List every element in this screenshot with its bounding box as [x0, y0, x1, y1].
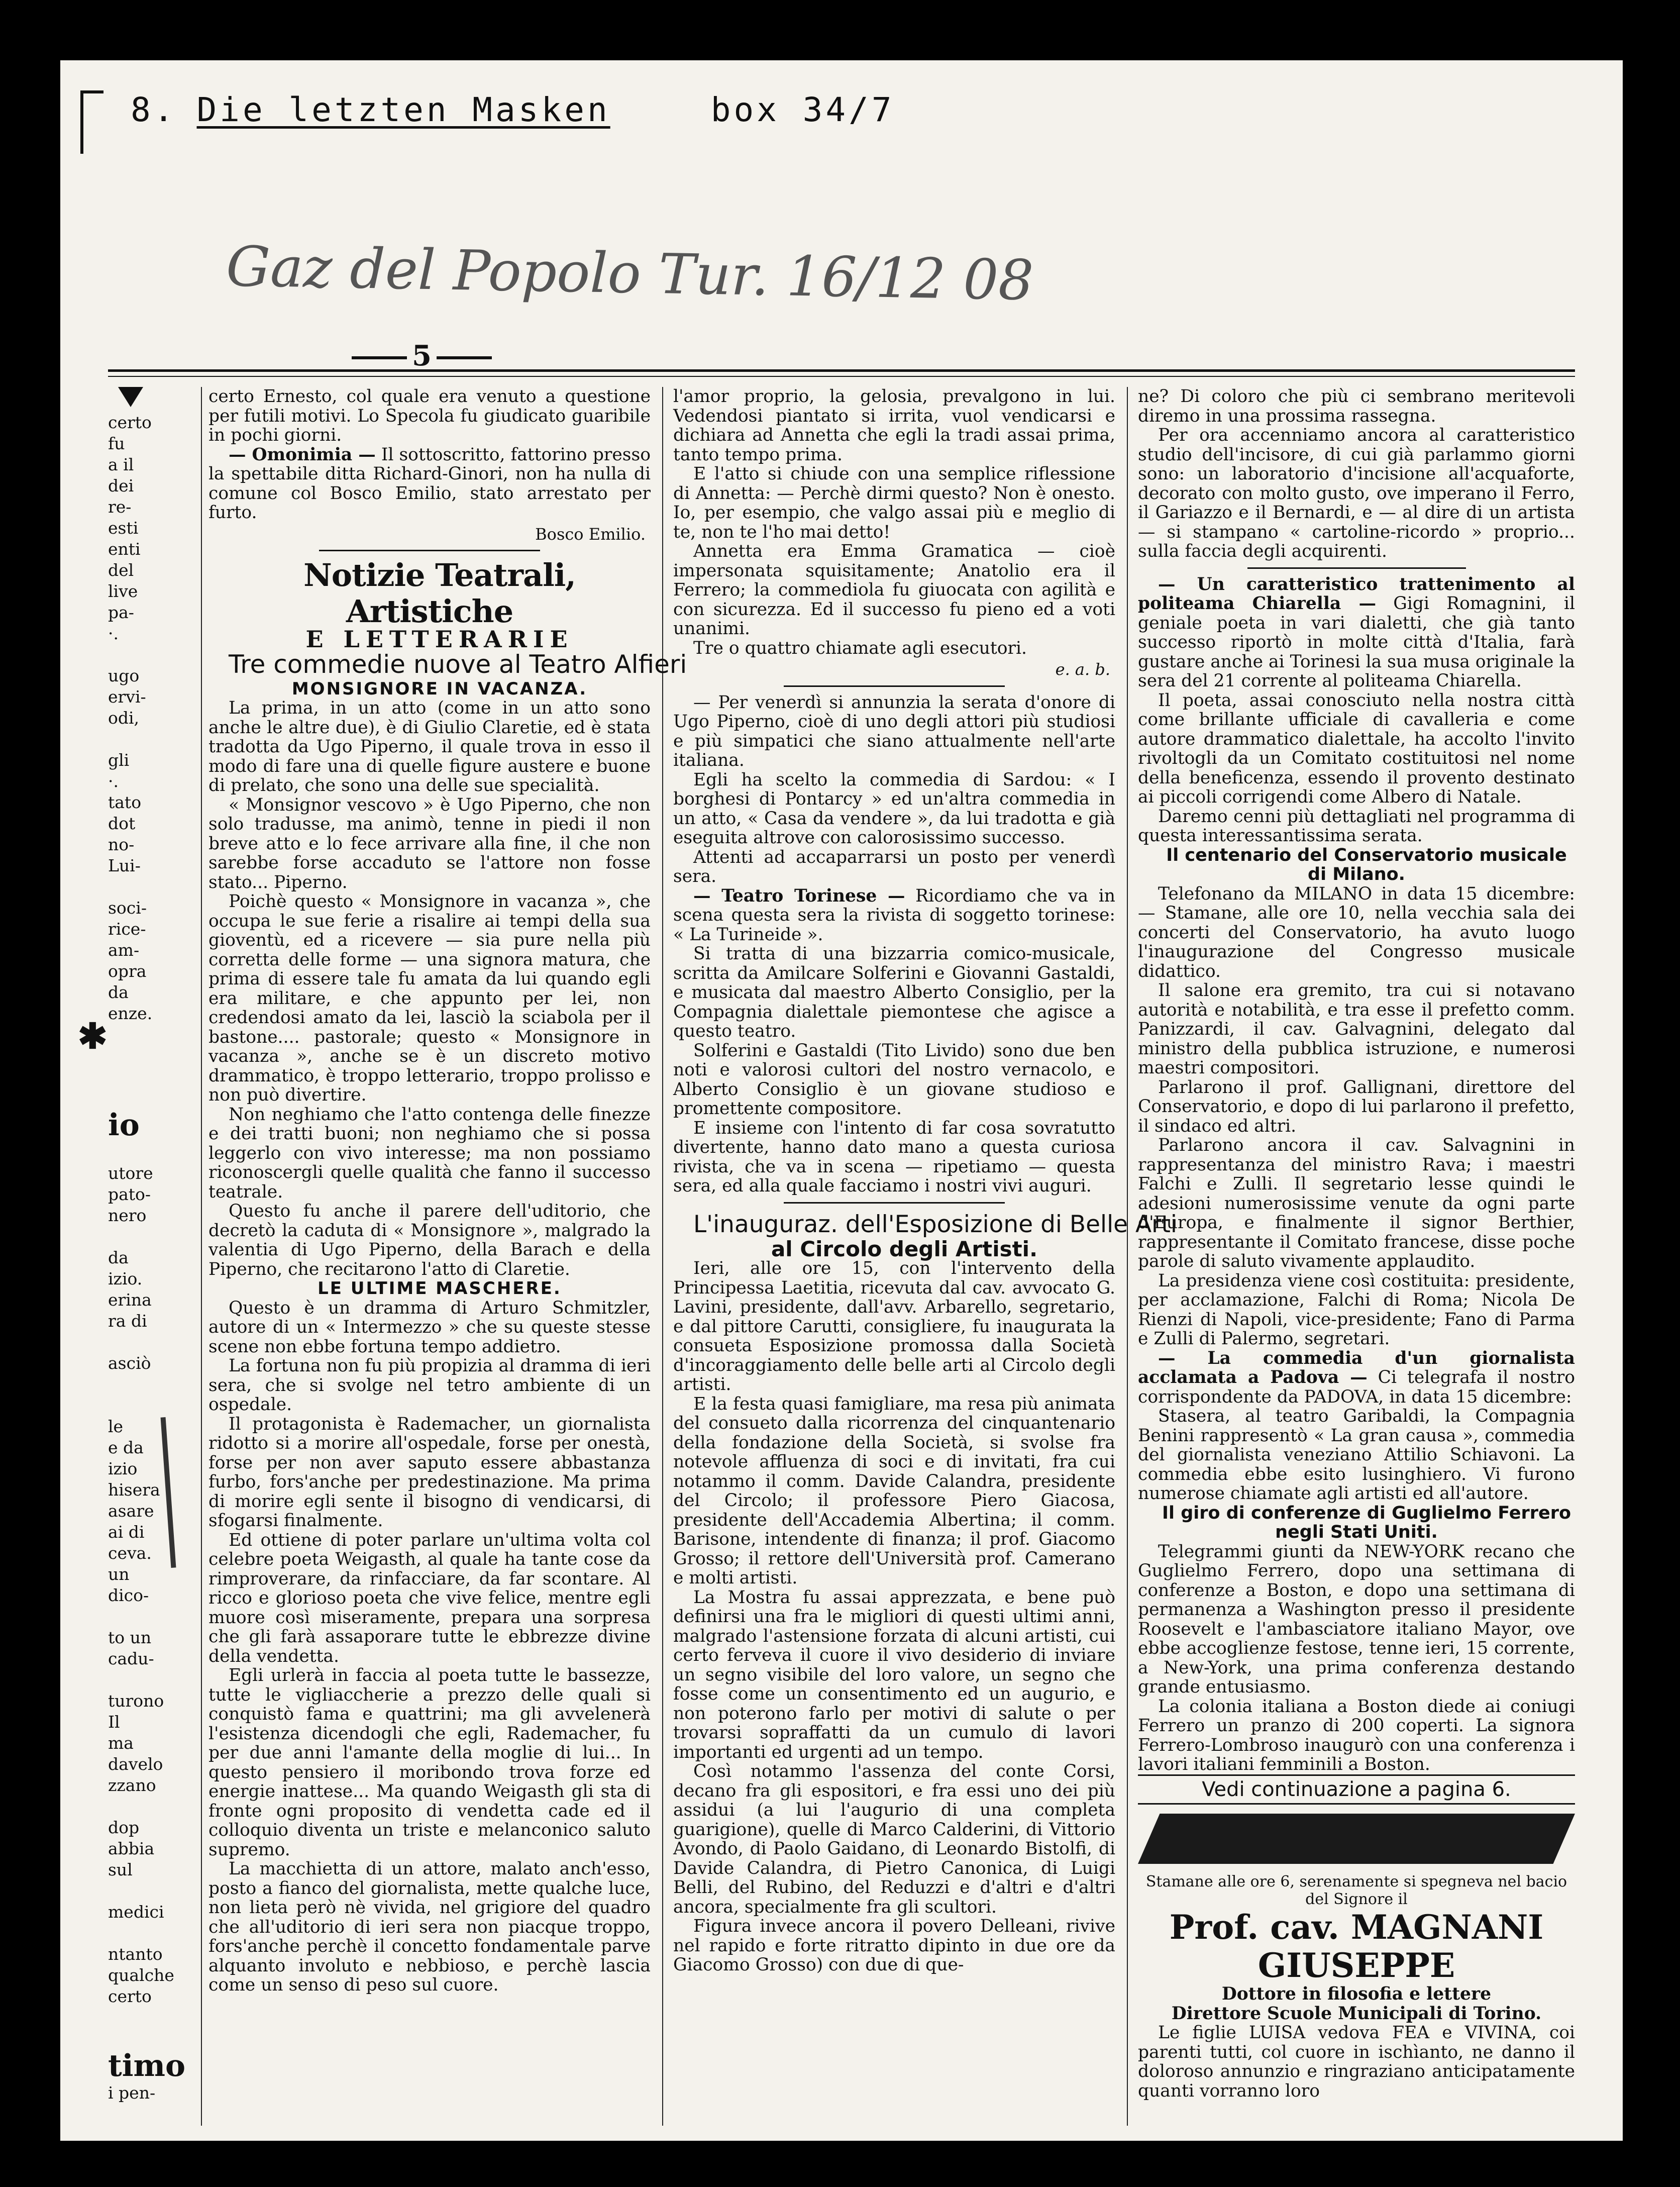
heading-ferrero: Il giro di conferenze di Guglielmo Ferrero negli Stati Uniti. — [1162, 1503, 1571, 1542]
left-fragment: gli — [108, 750, 130, 770]
obituary-title-1: Dottore in filosofia e lettere — [1221, 1984, 1492, 2004]
archive-label — [131, 90, 895, 129]
author-initials: e. a. b. — [1055, 660, 1110, 679]
obituary-body: Le figlie LUISA vedova FEA e VIVINA, coi parenti tutti, col cuore in ischìanto, ne danno il doloroso annunzio e ringraziano anticipatamente quanti vorranno loro — [1138, 2023, 1575, 2101]
left-fragment: dot — [108, 814, 136, 833]
left-fragment: cadu- — [108, 1649, 154, 1668]
left-fragment: i pen- — [108, 2083, 156, 2103]
continued-notice: Vedi continuazione a pagina 6. — [1138, 1774, 1575, 1805]
left-fragment: erina — [108, 1290, 152, 1310]
column-3 — [1138, 387, 1575, 2126]
archive-bracket-mark — [80, 90, 103, 154]
left-fragment: ai di — [108, 1522, 145, 1542]
paragraph: Egli ha scelto la commedia di Sardou: « I borghesi di Pontarcy » ed un'altra commedia in un atto, « Casa da vendere », da lui tradotta e già eseguita altrove con calorosissimo successo. — [673, 769, 1115, 848]
left-fragment: dico- — [108, 1585, 149, 1605]
left-fragment: am- — [108, 940, 140, 960]
left-fragment: to un — [108, 1628, 152, 1647]
left-fragment — [108, 1374, 193, 1395]
article-subtitle-circolo: al Circolo degli Artisti. — [771, 1236, 1038, 1261]
left-fragment: le — [108, 1417, 124, 1436]
left-fragment: qualche — [108, 1965, 174, 1985]
paragraph: — Per venerdì si annunzia la serata d'onore di Ugo Piperno, cioè di uno degli attori più studiosi e più simpatici che siano attualmente nell'arte italiana. — [673, 692, 1115, 770]
left-fragment: hisera — [108, 1480, 160, 1500]
header-rule — [108, 369, 1575, 372]
left-fragment: timo — [108, 2048, 186, 2083]
paragraph: Egli urlerà in faccia al poeta tutte le bassezze, tutte le vigliaccherie a prezzo delle quali si conquistò fama e quattrini; ma gli avvelenerà l'esistenza dicendogli che egli, Rademacher, fu per due anni l'amante della moglie di lui... In questo pensiero il moribondo trova forze ed energie inattese... Ma quando Weigasth gli sta di fronte ogni proposito di vendetta cade ed il colloquio diventa un triste e melanconico saluto supremo. — [208, 1665, 651, 1860]
crime-report-tail: certo Ernesto, col quale era venuto a questione per futili motivi. Lo Specola fu giudicato guaribile in pochi giorni. — [208, 386, 651, 445]
paragraph: ne? Di coloro che più ci sembrano meritevoli diremo in una prossima rassegna. — [1138, 386, 1575, 426]
left-fragment: odi, — [108, 708, 140, 728]
left-fragment: davelo — [108, 1754, 163, 1774]
column-1 — [208, 386, 687, 2126]
paragraph: La presidenza viene così costituita: presidente, per acclamazione, Falchi di Roma; Nicola De Rienzi di Napoli, vice-presidente; Fano di Parma e Zulli di Palermo, segretari. — [1138, 1270, 1575, 1349]
article-title-esposizione: L'inauguraz. dell'Esposizione di Belle Arti — [693, 1210, 1177, 1238]
left-fragment: pato- — [108, 1184, 151, 1204]
paragraph: La Mostra fu assai apprezzata, e bene può definirsi una fra le migliori di questi ultimi anni, malgrado l'astensione forzata di alcuni artisti, cui certo ferveva il cuore il vivo desiderio di inviare un segno visibile del loro valore, un segno che fosse come un consentimento ed un augurio, e non poterono farlo per motivi di salute o per trovarsi sopraffatti da un cumulo di lavori importanti ed urgenti ad un tempo. — [673, 1587, 1115, 1762]
left-fragment: un — [108, 1564, 130, 1584]
paragraph: Non neghiamo che l'atto contenga delle finezze e dei tratti buoni; non neghiamo che si possa leggerlo con vivo interesse; ma non possiamo riconoscergli quelle qualità che fanno il successo teatrale. — [208, 1104, 651, 1202]
omonimia-signature: Bosco Emilio. — [535, 524, 646, 544]
left-fragment: medici — [108, 1902, 164, 1922]
left-fragment: turono — [108, 1691, 164, 1711]
left-fragment — [108, 1087, 193, 1109]
paragraph: l'amor proprio, la gelosia, prevalgono in lui. Vedendosi piantato si irrita, vuol vendicarsi e dichiara ad Annetta che egli la tradi assai prima, tanto tempo prima. — [673, 386, 1115, 465]
paragraph: Ieri, alle ore 15, con l'intervento della Principessa Laetitia, ricevuta dal cav. avvocato G. Lavini, presidente, dall'avv. Arbarello, segretario, e dal pittore Carutti, consigliere, fu inaugurata la consueta Esposizione promossa dalla Società d'incoraggiamento delle belle arti al Circolo degli artisti. — [673, 1258, 1115, 1395]
left-fragment: Lui- — [108, 856, 141, 875]
paragraph: Annetta era Emma Gramatica — cioè impersonata squisitamente; Anatolio era il Ferrero; la commediola fu giuocata con agilità e con sicurezza. Ed il successo fu pieno ed a voti unanimi. — [673, 541, 1115, 639]
paragraph: La macchietta di un attore, malato anch'esso, posto a fianco del giornalista, mette qualche luce, non lieta però nè vivida, nel grigiore del quadro che all'uditorio di ieri sera non piacque troppo, fors'anche perchè il concetto fondamentale parve alquanto involuto e nebbioso, e perchè lascia come un senso di peso sul cuore. — [208, 1859, 651, 1995]
left-fragment: ra di — [108, 1311, 147, 1331]
left-fragment: da — [108, 1248, 129, 1267]
paragraph: Questo fu anche il parere dell'uditorio, che decretò la caduta di « Monsignore », malgrado la valentia di Ugo Piperno, della Barach e della Piperno, che recitarono l'atto di Claretie. — [208, 1201, 651, 1279]
left-fragment: ervi- — [108, 687, 146, 707]
left-fragment: enti — [108, 539, 141, 559]
left-fragment: abbia — [108, 1839, 155, 1858]
obituary-name: Prof. cav. MAGNANI GIUSEPPE — [1169, 1908, 1544, 1985]
left-fragment — [108, 1142, 193, 1163]
handwritten-source-note: Gaz del Popolo Tur. 16/12 08 — [226, 234, 1034, 313]
section-title: Notizie Teatrali, Artistiche — [303, 557, 576, 630]
archive-box: box 34/7 — [710, 90, 895, 129]
archive-title: Die letzten Masken — [196, 90, 610, 129]
obituary-banner — [1138, 1814, 1575, 1864]
left-fragment — [108, 729, 193, 750]
left-fragment: del — [108, 560, 134, 580]
paragraph: Daremo cenni più dettagliati nel programma di questa interessantissima serata. — [1138, 806, 1575, 846]
column-divider — [1127, 387, 1128, 2126]
header-rule-thin — [108, 376, 1575, 377]
subheading-monsignore: MONSIGNORE IN VACANZA. — [291, 678, 588, 699]
left-fragment: asciò — [108, 1353, 151, 1373]
heading-conservatorio: Il centenario del Conservatorio musicale di Milano. — [1166, 845, 1567, 884]
paragraph: Tre o quattro chiamate agli esecutori. — [693, 638, 1027, 658]
left-fragment: re- — [108, 497, 132, 517]
left-fragment: utore — [108, 1163, 153, 1183]
left-fragment: ·. — [108, 624, 119, 643]
left-fragment: fu — [108, 434, 125, 453]
asterisk-mark: ✱ — [78, 1015, 108, 1057]
paragraph: Il salone era gremito, tra cui si notavano autorità e notabilità, e tra esse il prefetto comm. Panizzardi, il cav. Galvagnini, delegato dal ministro della pubblica istruzione, e numerosi maestri compositori. — [1138, 980, 1575, 1078]
left-fragment: dop — [108, 1818, 140, 1837]
obituary-intro: Stamane alle ore 6, serenamente si spegneva nel bacio del Signore il — [1145, 1873, 1567, 1908]
paragraph: La colonia italiana a Boston diede ai coniugi Ferrero un pranzo di 200 coperti. La signora Ferrero-Lombroso inaugurò con una conferenza i lavori italiani femminili a Boston. — [1138, 1696, 1575, 1774]
separator — [319, 550, 540, 551]
left-fragment: rice- — [108, 919, 146, 939]
commedia-notice: — La commedia d'un giornalista acclamata a Padova — Ci telegrafa il nostro corrispondente da PADOVA, in data 15 dicembre: — [1138, 1348, 1576, 1407]
separator — [784, 1202, 1005, 1204]
left-fragment — [108, 644, 193, 665]
left-cut-column — [108, 387, 193, 2126]
paragraph: Il protagonista è Rademacher, un giornalista ridotto si a morire all'ospedale, forse per onestà, forse per non aver saputo essere abbastanza furbo, fors'anche per predestinazione. Ma prima di morire egli sente il bisogno di vendicarsi, di sfogarsi finalmente. — [208, 1414, 651, 1531]
left-fragment — [108, 1332, 193, 1353]
left-fragment: a il — [108, 455, 134, 474]
left-fragment — [108, 1880, 193, 1902]
paragraph: Figura invece ancora il povero Delleani, rivive nel rapido e forte ritratto dipinto in due ore da Giacomo Grosso) con due di que- — [673, 1916, 1115, 1975]
paragraph: Questo è un dramma di Arturo Schmitzler, autore di un « Intermezzo » che su queste stesse scene non ebbe fortuna tempo addietro. — [208, 1298, 651, 1357]
left-fragment: dei — [108, 476, 134, 495]
section-subtitle: E LETTERARIE — [305, 626, 574, 653]
article-columns — [108, 387, 1575, 2126]
left-fragment — [108, 876, 193, 898]
paragraph: Poichè questo « Monsignore in vacanza », che occupa le sue ferie a risalire ai tempi della sua gioventù, ed a ricevere — sia pure nella più corretta delle forme — una signora matura, che prima di essere tale fu amata da lui quando egli era militare, e che appunto per lei, non credendosi amato da lei, lasciò la sciabola per il bastone.... pastorale; questo « Monsignore in vacanza », anche se è un discreto motivo drammatico, è troppo letterario, troppo prolisso e non può divertire. — [208, 891, 651, 1105]
paragraph: Telefonano da MILANO in data 15 dicembre: — Stamane, alle ore 10, nella vecchia sala dei concerti del Conservatorio, ha avuto luogo l'inaugurazione del Congresso musicale didattico. — [1138, 883, 1575, 981]
left-fragment: nero — [108, 1206, 147, 1225]
left-fragment: ceva. — [108, 1543, 152, 1563]
left-fragment — [108, 1024, 193, 1045]
paragraph: Si tratta di una bizzarria comico-musicale, scritta da Amilcare Solferini e Giovanni Gastaldi, e musicata dal maestro Alberto Consiglio, per la Compagnia dialettale piemontese che agisce a questo teatro. — [673, 944, 1115, 1041]
teatro-torinese-notice: — Teatro Torinese — Ricordiamo che va in scena questa sera la rivista di soggetto torinese: « La Turineide ». — [673, 885, 1115, 945]
separator — [1247, 567, 1466, 569]
paragraph: Solferini e Gastaldi (Tito Livido) sono due ben noti e valorosi cultori del nostro vernacolo, e Alberto Consiglio è un giovane studioso e promettente compositore. — [673, 1040, 1115, 1119]
paragraph: E l'atto si chiude con una semplice riflessione di Annetta: — Perchè dirmi questo? Non è onesto. Io, per esempio, che valgo assai più e meglio di te, non te l'ho mai detto! — [673, 464, 1115, 542]
column-2 — [673, 386, 1177, 2126]
paragraph: Parlarono ancora il cav. Salvagnini in rappresentanza del ministro Rava; i maestri Falchi e Zulli. Il segretario lesse quindi le adesioni numerosissime venute da ogni parte d'Europa, e finalmente il signor Berthier, rappresentante il Comitato francese, disse poche parole di saluto vivamente applaudito. — [1138, 1135, 1575, 1271]
left-fragment: izio. — [108, 1269, 143, 1288]
left-fragment: no- — [108, 835, 135, 854]
chiarella-notice: — Un caratteristico trattenimento al politeama Chiarella — Gigi Romagnini, il geniale poeta in vari dialetti, che già tanto successo riportò in molte città d'Italia, farà gustare anche ai Torinesi la sua musa originale la sera del 21 corrente al politeama Chiarella. — [1138, 574, 1576, 691]
paragraph: La fortuna non fu più propizia al dramma di ieri sera, che si svolge nel tetro ambiente di un ospedale. — [208, 1356, 651, 1415]
left-fragment: opra — [108, 961, 147, 981]
paragraph: Così notammo l'assenza del conte Corsi, decano fra gli espositori, e fra essi uno dei più assidui (a lui l'augurio di una completa guarigione), quelle di Marco Calderini, di Vittorio Avondo, di Paolo Gaidano, di Leonardo Bistolfi, di Davide Calandra, di Pietro Canonica, di Luigi Belli, del Rubino, del Reduzzi e d'altri e d'altri ancora, specialmente fra gli scultori. — [673, 1761, 1115, 1917]
paragraph: E insieme con l'intento di far cosa sovratutto divertente, hanno dato mano a questa curiosa rivista, che va in scena — ripetiamo — questa sera, ed alla quale facciamo i nostri vivi auguri. — [673, 1118, 1115, 1196]
left-fragment — [108, 1796, 193, 1817]
left-fragment: izio — [108, 1459, 138, 1478]
paragraph: La prima, in un atto (come in un atto sono anche le altre due), è di Giulio Claretie, ed è stata tradotta da Ugo Piperno, il quale trova in esso il modo di fare una di quelle figure austere e buone di prelato, che sono una delle sue specialità. — [208, 698, 651, 796]
page-number: 5 — [347, 339, 497, 372]
left-fragment — [108, 1395, 193, 1416]
left-fragment — [108, 2028, 193, 2049]
left-fragment: pa- — [108, 603, 134, 622]
article-title: Tre commedie nuove al Teatro Alfieri — [229, 649, 687, 679]
paragraph: Attenti ad accaparrarsi un posto per venerdì sera. — [673, 847, 1115, 886]
left-fragment: soci- — [108, 898, 147, 918]
triangle-ornament — [118, 387, 143, 407]
paragraph: Ed ottiene di poter parlare un'ultima volta col celebre poeta Weigasth, al quale ha tante cose da rimproverare, da rinfacciare, da far scontare. Al ricco e glorioso poeta che vive felice, mentre egli muore così miseramente, prepara una sorpresa che gli farà assaporare tutte le ebbrezze divine della vendetta. — [208, 1530, 651, 1666]
left-fragment — [108, 1606, 193, 1627]
left-fragment: io — [108, 1108, 140, 1143]
left-fragment: e da — [108, 1438, 144, 1457]
left-fragment: esti — [108, 518, 139, 538]
left-fragment: certo — [108, 413, 152, 432]
left-fragment: certo — [108, 1986, 152, 2006]
obituary-title-2: Direttore Scuole Municipali di Torino. — [1171, 2003, 1542, 2024]
left-fragment — [108, 1669, 193, 1691]
paragraph: Stasera, al teatro Garibaldi, la Compagnia Benini rappresentò « La gran causa », commedia del giornalista veneziano Attilio Schiavoni. La commedia ebbe esito lusinghiero. Vi furono numerose chiamate agli artisti ed all'autore. — [1138, 1406, 1575, 1504]
left-fragment: ·. — [108, 771, 119, 791]
left-fragment — [108, 2007, 193, 2028]
left-fragment: live — [108, 581, 138, 601]
column-divider — [662, 387, 663, 2126]
left-fragment: enze. — [108, 1004, 153, 1023]
paragraph: Telegrammi giunti da NEW-YORK recano che Guglielmo Ferrero, dopo una settimana di conferenze a Boston, e dopo una settimana di permanenza a Washington presso il presidente Roosevelt e l'ambasciatore italiano Mayor, ove ebbe accoglienze festose, tenne ieri, 15 corrente, a New-York, una prima conferenza destando grande entusiasmo. — [1138, 1541, 1575, 1697]
paragraph: Il poeta, assai conosciuto nella nostra città come brillante ufficiale di cavalleria e come autore drammatico dialettale, ha accolto l'invito rivoltogli da un Comitato costituitosi nel nome della beneficenza, essendo il provento destinato ai piccoli corrigendi come Albero di Natale. — [1138, 690, 1575, 807]
paragraph: Per ora accenniamo ancora al caratteristico studio dell'incisore, di cui già parlammo giorni sono: un laboratorio d'incisione all'acquaforte, decorato con molto gusto, ove imperano il Ferro, il Gariazzo e il Bernardi, e — al dire di un artista — si stampano « cartoline-ricordo » proprio... sulla faccia degli acquirenti. — [1138, 425, 1575, 561]
omonimia-notice: — Omonimia — Il sottoscritto, fattorino presso la spettabile ditta Richard-Ginori, non ha nulla di comune col Bosco Emilio, stato arrestato per furto. — [208, 444, 651, 523]
archive-number: 8. — [131, 90, 177, 129]
paragraph: E la festa quasi famigliare, ma resa più animata del consueto dalla ricorrenza del cinquantenario della fondazione della Società, si svolse fra notevole affluenza di soci e di invitati, fra cui notammo il comm. Davide Calandra, presidente del Circolo; il professore Piero Giacosa, presidente dell'Accademia Albertina; il comm. Barisone, intendente di finanza; il prof. Giacomo Grosso; il rettore dell'Università prof. Camerano e molti artisti. — [673, 1394, 1115, 1588]
left-fragment — [108, 1923, 193, 1944]
left-fragment: zzano — [108, 1775, 156, 1795]
column-divider — [201, 387, 202, 2126]
left-fragment — [108, 1045, 193, 1066]
left-fragment: ugo — [108, 666, 140, 685]
left-fragment: tato — [108, 792, 142, 812]
left-fragment: Il — [108, 1712, 120, 1732]
paragraph: « Monsignor vescovo » è Ugo Piperno, che non solo tradusse, ma animò, tenne in piedi il non breve atto e lo fece arrivare alla fine, il che non sarebbe forse accaduto se l'attore non fosse stato... Piperno. — [208, 794, 651, 892]
subheading-ultime-maschere: LE ULTIME MASCHERE. — [318, 1278, 562, 1299]
left-fragment: asare — [108, 1501, 154, 1521]
left-fragment: ntanto — [108, 1944, 163, 1964]
left-fragment: da — [108, 982, 129, 1002]
separator — [784, 685, 1005, 687]
left-fragment — [108, 1226, 193, 1247]
paragraph: Parlarono il prof. Gallignani, direttore del Conservatorio, e dopo di lui parlarono il prefetto, il sindaco ed altri. — [1138, 1077, 1575, 1136]
left-fragment: sul — [108, 1860, 133, 1879]
newspaper-clipping — [60, 60, 1623, 2141]
left-fragment: ma — [108, 1733, 134, 1753]
left-fragment — [108, 1066, 193, 1087]
